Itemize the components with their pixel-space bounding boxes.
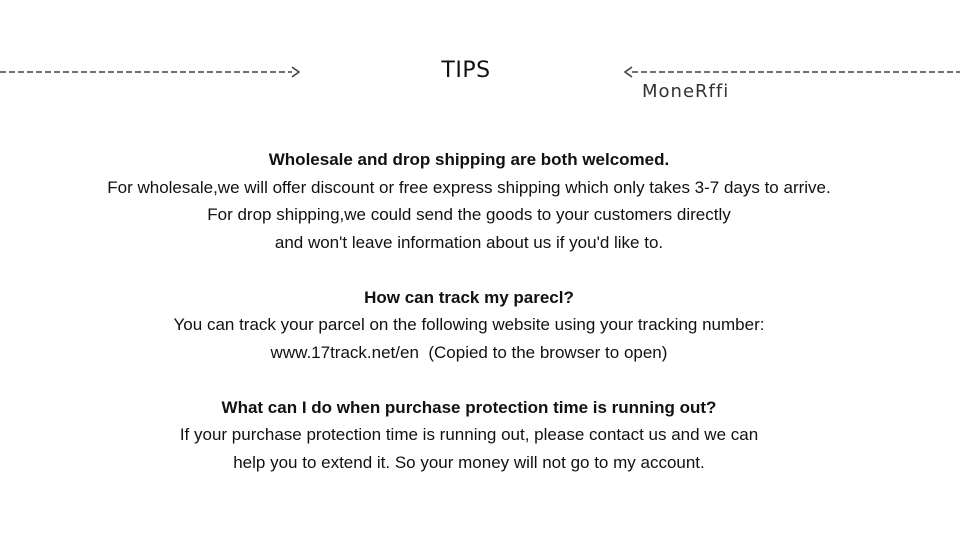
tip-section-tracking (0, 284, 938, 367)
tip-question: How can track my parecl? (364, 287, 574, 307)
tip-question: What can I do when purchase protection time is running out? (221, 397, 717, 417)
tip-answer-line: For drop shipping,we could send the goods to your customers directly (207, 205, 731, 224)
tip-answer-line: If your purchase protection time is running out, please contact us and we can (179, 425, 759, 444)
header-banner (0, 0, 960, 120)
page-title: TIPS (441, 58, 491, 83)
tip-answer-line: and won't leave information about us if you'd like to. (274, 232, 664, 252)
tip-section-protection (0, 394, 938, 477)
tracking-url-text: www.17track.net/en (Copied to the browser to open) (270, 342, 668, 362)
tip-answer-line: help you to extend it. So your money will not go to my account. (233, 452, 705, 472)
tip-answer-line: You can track your parcel on the following website using your tracking number: (173, 315, 765, 334)
brand-name: MoneRffi (642, 81, 730, 102)
tip-section-wholesale (0, 146, 938, 256)
tip-question: Wholesale and drop shipping are both welcomed. (268, 150, 670, 169)
tip-answer-line: For wholesale,we will offer discount or free express shipping which only takes 3-7 days to arrive. (107, 177, 831, 197)
tips-content (0, 146, 938, 504)
